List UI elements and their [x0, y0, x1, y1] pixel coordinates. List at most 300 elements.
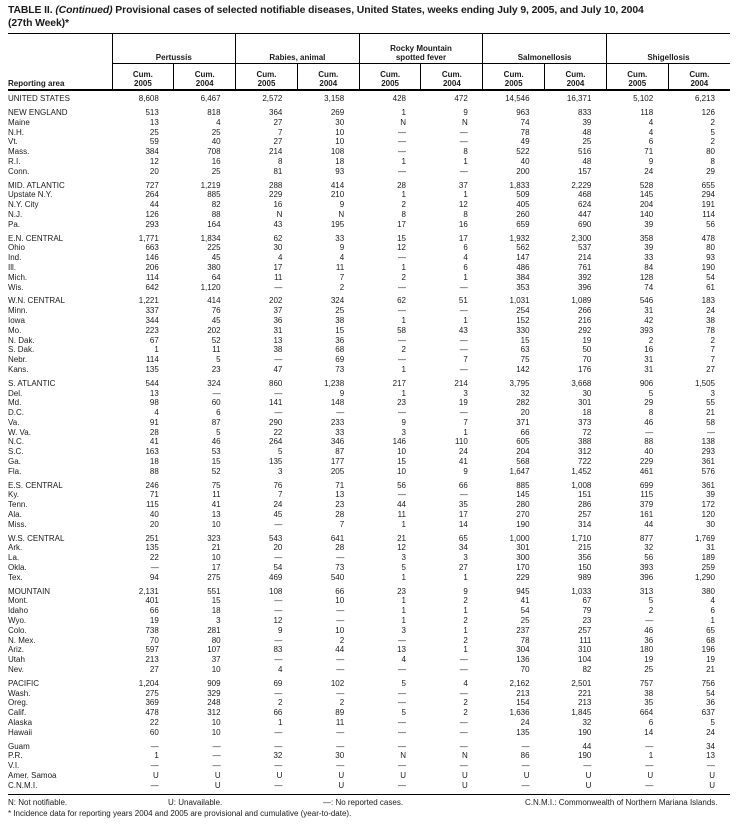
value-cell: 2: [463, 635, 468, 645]
value-cell: 963: [516, 107, 530, 117]
value-cell: —: [521, 780, 530, 790]
value-cell: 2: [463, 616, 468, 626]
value-cell: 24: [520, 718, 530, 727]
table-row-ind: [8, 253, 730, 263]
value-cell: 2: [463, 596, 468, 606]
value-cell: 62: [273, 233, 283, 243]
value-cell: 906: [639, 378, 654, 388]
value-cell: 2,229: [571, 180, 592, 190]
value-cell: 2: [710, 335, 715, 345]
value-cell: 11: [397, 510, 406, 520]
value-cell: 364: [269, 107, 283, 117]
value-cell: —: [459, 127, 468, 137]
value-cell: 8,608: [138, 94, 159, 104]
value-cell: 1: [401, 107, 406, 117]
table-row-r-i: [8, 157, 730, 167]
value-cell: 196: [701, 645, 715, 655]
value-cell: 135: [145, 364, 159, 374]
value-cell: 369: [145, 698, 159, 708]
value-cell: 3,795: [509, 378, 530, 388]
value-cell: 7: [339, 272, 345, 282]
value-cell: 708: [207, 147, 221, 157]
value-cell: 56: [397, 480, 406, 490]
value-cell: 346: [330, 437, 345, 447]
value-cell: 78: [520, 635, 530, 645]
value-cell: 146: [392, 437, 406, 447]
value-cell: 576: [701, 466, 715, 476]
value-cell: —: [707, 761, 715, 771]
value-cell: 1: [463, 606, 468, 616]
value-cell: 15: [397, 457, 406, 467]
value-cell: 18: [335, 156, 345, 166]
column-header-cum: Cum. 2004: [421, 64, 483, 91]
value-cell: —: [274, 282, 283, 292]
table-row-tex: [8, 573, 730, 583]
value-cell: 25: [211, 166, 221, 176]
value-cell: 1: [401, 388, 406, 398]
value-cell: 58: [397, 325, 406, 335]
value-cell: —: [212, 761, 221, 771]
value-cell: 10: [335, 127, 345, 137]
value-cell: —: [274, 741, 283, 751]
value-cell: 73: [335, 364, 345, 374]
value-cell: 217: [392, 378, 406, 388]
value-cell: 551: [207, 586, 221, 596]
value-cell: 46: [644, 417, 654, 427]
value-cell: 33: [644, 253, 654, 263]
value-cell: 2: [648, 335, 654, 345]
value-cell: 17: [273, 262, 283, 272]
reporting-area-cell: Alaska: [8, 718, 33, 727]
value-cell: —: [336, 741, 345, 751]
value-cell: U: [214, 780, 221, 790]
value-cell: 146: [145, 253, 159, 263]
value-cell: 478: [145, 708, 159, 718]
value-cell: 38: [273, 345, 283, 355]
value-cell: 4: [648, 127, 654, 137]
table-row-mid-atlantic: [8, 177, 730, 191]
value-cell: —: [459, 718, 468, 727]
value-cell: 642: [145, 282, 159, 292]
table-row-colo: [8, 626, 730, 636]
value-cell: 288: [269, 180, 283, 190]
value-cell: 147: [516, 253, 530, 263]
value-cell: 86: [520, 751, 530, 761]
reporting-area-cell: Ark.: [8, 543, 23, 553]
reporting-area-cell: Miss.: [8, 519, 27, 529]
value-cell: N: [276, 209, 283, 219]
value-cell: 1: [463, 625, 468, 635]
value-cell: 270: [516, 510, 530, 520]
value-cell: 1: [401, 606, 406, 616]
value-cell: N: [400, 751, 406, 761]
table-row-wash: [8, 689, 730, 699]
value-cell: 388: [578, 437, 592, 447]
value-cell: 80: [706, 243, 715, 253]
table-description: Provisional cases of selected notifiable diseases, United States, weeks ending July 9, 2005, and July 10, 2004: [115, 5, 644, 16]
value-cell: 1: [463, 190, 468, 200]
value-cell: 13: [273, 335, 283, 345]
table-row-calif: [8, 708, 730, 718]
value-cell: 5: [277, 447, 283, 457]
value-cell: 67: [149, 335, 159, 345]
value-cell: 41: [149, 437, 159, 447]
table-row-mich: [8, 273, 730, 283]
value-cell: 24: [706, 306, 715, 316]
value-cell: —: [274, 408, 283, 418]
reporting-area-cell: Del.: [8, 388, 23, 398]
value-cell: 41: [520, 596, 530, 606]
table-row-wis: [8, 283, 730, 293]
value-cell: 15: [397, 233, 406, 243]
reporting-area-cell: Ohio: [8, 243, 25, 253]
value-cell: 40: [211, 137, 221, 147]
legend-item: —: No reported cases.: [323, 797, 404, 807]
value-cell: 24: [458, 447, 468, 457]
value-cell: 19: [458, 398, 468, 408]
value-cell: 1,120: [200, 282, 221, 292]
value-cell: 91: [149, 417, 159, 427]
value-cell: 9: [463, 586, 468, 596]
value-cell: —: [645, 616, 654, 626]
value-cell: —: [212, 741, 221, 751]
table-week-label: (27th Week)*: [8, 17, 69, 29]
value-cell: 60: [211, 398, 221, 408]
value-cell: 605: [516, 437, 530, 447]
value-cell: 1,219: [200, 180, 221, 190]
value-cell: 88: [644, 437, 654, 447]
value-cell: 215: [578, 543, 592, 553]
value-cell: 257: [578, 510, 592, 520]
value-cell: —: [274, 655, 283, 665]
value-cell: 1: [463, 572, 468, 582]
reporting-area-cell: NEW ENGLAND: [8, 107, 68, 117]
table-row-vt: [8, 137, 730, 147]
value-cell: 8: [401, 209, 406, 219]
value-cell: 1,221: [138, 296, 159, 306]
table-row-maine: [8, 118, 730, 128]
value-cell: 16: [211, 156, 221, 166]
reporting-area-cell: Pa.: [8, 219, 21, 229]
value-cell: —: [150, 563, 159, 573]
value-cell: 877: [639, 533, 654, 543]
value-cell: 19: [149, 616, 159, 626]
value-cell: 3: [710, 388, 715, 398]
table-row-conn: [8, 167, 730, 177]
reporting-area-cell: Wyo.: [8, 616, 27, 626]
value-cell: 107: [207, 645, 221, 655]
notifiable-disease-table: [8, 33, 730, 794]
value-cell: 195: [330, 219, 345, 229]
table-row-nev: [8, 665, 730, 675]
value-cell: —: [397, 166, 406, 176]
value-cell: 10: [211, 718, 221, 727]
reporting-area-cell: Ind.: [8, 253, 22, 263]
reporting-area-cell: Hawaii: [8, 727, 33, 737]
value-cell: 110: [455, 437, 468, 447]
value-cell: 597: [145, 645, 159, 655]
value-cell: 1,647: [509, 466, 530, 476]
value-cell: —: [645, 761, 654, 771]
table-row-w-s-central: [8, 530, 730, 544]
value-cell: —: [274, 635, 283, 645]
table-header: [8, 34, 730, 91]
column-header-cum: Cum. 2004: [297, 64, 359, 91]
value-cell: 115: [640, 490, 654, 500]
value-cell: 150: [578, 563, 592, 573]
reporting-area-cell: W.N. CENTRAL: [8, 296, 65, 306]
value-cell: —: [645, 427, 654, 437]
value-cell: 401: [145, 596, 159, 606]
value-cell: 81: [273, 166, 283, 176]
value-cell: —: [274, 355, 283, 365]
value-cell: 206: [145, 262, 159, 272]
footnote-legend: [8, 798, 730, 808]
value-cell: 68: [706, 635, 715, 645]
legend-item: N: Not notifiable.: [8, 797, 68, 807]
value-cell: 312: [578, 447, 592, 457]
value-cell: 2,501: [571, 678, 592, 688]
value-cell: 2: [710, 117, 715, 127]
value-cell: U: [276, 770, 283, 780]
value-cell: 28: [397, 180, 406, 190]
table-row-la: [8, 553, 730, 563]
value-cell: 19: [644, 655, 654, 665]
value-cell: 25: [520, 616, 530, 626]
value-cell: 6: [648, 137, 654, 147]
table-row-va: [8, 418, 730, 428]
value-cell: 2: [339, 635, 345, 645]
reporting-area-cell: S. Dak.: [8, 345, 35, 355]
value-cell: 310: [578, 645, 592, 655]
value-cell: 468: [578, 190, 592, 200]
value-cell: 176: [578, 364, 592, 374]
value-cell: 1,771: [138, 233, 159, 243]
value-cell: 314: [578, 519, 592, 529]
value-cell: U: [523, 770, 530, 780]
value-cell: 37: [273, 306, 283, 316]
value-cell: 337: [145, 306, 159, 316]
value-cell: 202: [269, 296, 283, 306]
value-cell: 52: [211, 466, 221, 476]
value-cell: —: [212, 388, 221, 398]
value-cell: —: [336, 408, 345, 418]
value-cell: 384: [516, 272, 530, 282]
value-cell: N: [462, 117, 468, 127]
value-cell: 141: [269, 398, 283, 408]
reporting-area-cell: Amer. Samoa: [8, 770, 57, 780]
value-cell: 21: [211, 543, 221, 553]
value-cell: 15: [211, 457, 221, 467]
value-cell: 393: [639, 325, 654, 335]
value-cell: 281: [207, 625, 221, 635]
value-cell: 5: [216, 427, 221, 437]
group-label: Salmonellosis: [517, 52, 572, 62]
reporting-area-cell: MOUNTAIN: [8, 586, 51, 596]
group-header-salmonellosis: [483, 34, 607, 64]
table-row-e-s-central: [8, 477, 730, 491]
table-row-new-england: [8, 104, 730, 118]
value-cell: 6: [463, 243, 468, 253]
value-cell: 75: [211, 480, 221, 490]
value-cell: 4: [463, 678, 468, 688]
value-cell: 204: [639, 200, 654, 210]
value-cell: 69: [273, 678, 283, 688]
value-cell: 9: [339, 243, 345, 253]
value-cell: 1: [401, 315, 406, 325]
value-cell: 8: [463, 147, 468, 157]
value-cell: 2,572: [262, 94, 283, 104]
value-cell: 24: [706, 727, 715, 737]
value-cell: 11: [274, 272, 283, 282]
group-label: Shigellosis: [647, 52, 690, 62]
value-cell: —: [150, 741, 159, 751]
value-cell: 11: [335, 262, 345, 272]
value-cell: 472: [454, 94, 468, 104]
table-row-tenn: [8, 500, 730, 510]
value-cell: U: [647, 770, 654, 780]
value-cell: —: [459, 166, 468, 176]
value-cell: 17: [458, 510, 468, 520]
value-cell: 7: [277, 127, 283, 137]
value-cell: 2,162: [509, 678, 530, 688]
value-cell: 4: [710, 596, 715, 606]
value-cell: 353: [516, 282, 530, 292]
value-cell: 528: [639, 180, 654, 190]
value-cell: 38: [644, 688, 654, 698]
value-cell: 28: [149, 427, 159, 437]
value-cell: 540: [330, 572, 345, 582]
value-cell: 7: [339, 519, 345, 529]
value-cell: 88: [149, 466, 159, 476]
reporting-area-header-spacer: [8, 34, 112, 64]
value-cell: —: [274, 780, 283, 790]
reporting-area-cell: Wash.: [8, 688, 31, 698]
reporting-area-cell: C.N.M.I.: [8, 780, 38, 790]
value-cell: 44: [582, 741, 592, 751]
table-row-n-y-city: [8, 200, 730, 210]
value-cell: 25: [149, 127, 159, 137]
value-cell: 246: [145, 480, 159, 490]
value-cell: 38: [335, 315, 345, 325]
value-cell: 180: [639, 645, 654, 655]
value-cell: 4: [277, 665, 283, 675]
value-cell: 1,204: [138, 678, 159, 688]
value-cell: 260: [516, 209, 530, 219]
reporting-area-cell: Calif.: [8, 708, 27, 718]
value-cell: 44: [397, 500, 406, 510]
value-cell: 177: [330, 457, 345, 467]
value-cell: 1,089: [571, 296, 592, 306]
value-cell: 1: [277, 718, 283, 727]
reporting-area-cell: Maine: [8, 117, 30, 127]
value-cell: 53: [211, 447, 221, 457]
value-cell: —: [336, 616, 345, 626]
value-cell: 80: [211, 635, 221, 645]
value-cell: 55: [706, 398, 715, 408]
value-cell: 304: [516, 645, 530, 655]
table-row-md: [8, 398, 730, 408]
value-cell: 229: [639, 457, 654, 467]
value-cell: 4: [277, 253, 283, 263]
value-cell: —: [397, 355, 406, 365]
value-cell: 128: [639, 272, 654, 282]
value-cell: 27: [149, 665, 159, 675]
value-cell: 46: [211, 437, 221, 447]
reporting-area-cell: Mass.: [8, 147, 30, 157]
value-cell: 5: [401, 563, 406, 573]
value-cell: 10: [335, 137, 345, 147]
value-cell: 324: [330, 296, 345, 306]
value-cell: 237: [516, 625, 530, 635]
value-cell: 89: [335, 708, 345, 718]
value-cell: U: [585, 780, 592, 790]
value-cell: 358: [639, 233, 654, 243]
value-cell: 39: [644, 219, 654, 229]
value-cell: 54: [520, 606, 530, 616]
value-cell: 1: [154, 751, 159, 761]
value-cell: 663: [145, 243, 159, 253]
value-cell: —: [150, 780, 159, 790]
value-cell: 102: [330, 678, 345, 688]
value-cell: 54: [706, 272, 715, 282]
table-row-s-dak: [8, 345, 730, 355]
value-cell: 190: [701, 262, 715, 272]
value-cell: 1,031: [509, 296, 530, 306]
value-cell: 151: [578, 490, 592, 500]
value-cell: 204: [516, 447, 530, 457]
value-cell: 361: [701, 480, 715, 490]
value-cell: 161: [639, 510, 654, 520]
value-cell: 393: [639, 563, 654, 573]
column-header-cum: Cum. 2004: [545, 64, 607, 91]
value-cell: 9: [401, 417, 406, 427]
value-cell: 157: [578, 166, 592, 176]
value-cell: 98: [149, 398, 159, 408]
table-row-guam: [8, 738, 730, 752]
value-cell: 989: [578, 572, 592, 582]
value-cell: 546: [639, 296, 654, 306]
value-cell: 63: [520, 345, 530, 355]
reporting-area-cell: Okla.: [8, 563, 27, 573]
value-cell: 11: [212, 490, 221, 500]
value-cell: 269: [330, 107, 345, 117]
value-cell: 71: [149, 490, 159, 500]
value-cell: 509: [516, 190, 530, 200]
value-cell: 641: [330, 533, 345, 543]
value-cell: 30: [582, 388, 592, 398]
value-cell: 1,452: [571, 466, 592, 476]
value-cell: 17: [458, 233, 468, 243]
value-cell: —: [459, 688, 468, 698]
value-cell: —: [397, 137, 406, 147]
legend-item: C.N.M.I.: Commonwealth of Northern Mariana Islands.: [525, 797, 718, 807]
value-cell: 29: [644, 398, 654, 408]
value-cell: 1,636: [509, 708, 530, 718]
value-cell: 213: [145, 655, 159, 665]
value-cell: 29: [706, 166, 715, 176]
value-cell: 568: [516, 457, 530, 467]
value-cell: 8: [463, 209, 468, 219]
value-cell: 21: [706, 665, 715, 675]
value-cell: 108: [269, 586, 283, 596]
value-cell: 66: [335, 586, 345, 596]
value-cell: —: [274, 761, 283, 771]
value-cell: 945: [516, 586, 530, 596]
value-cell: 67: [582, 596, 592, 606]
value-cell: 30: [335, 751, 345, 761]
value-cell: 15: [335, 325, 345, 335]
